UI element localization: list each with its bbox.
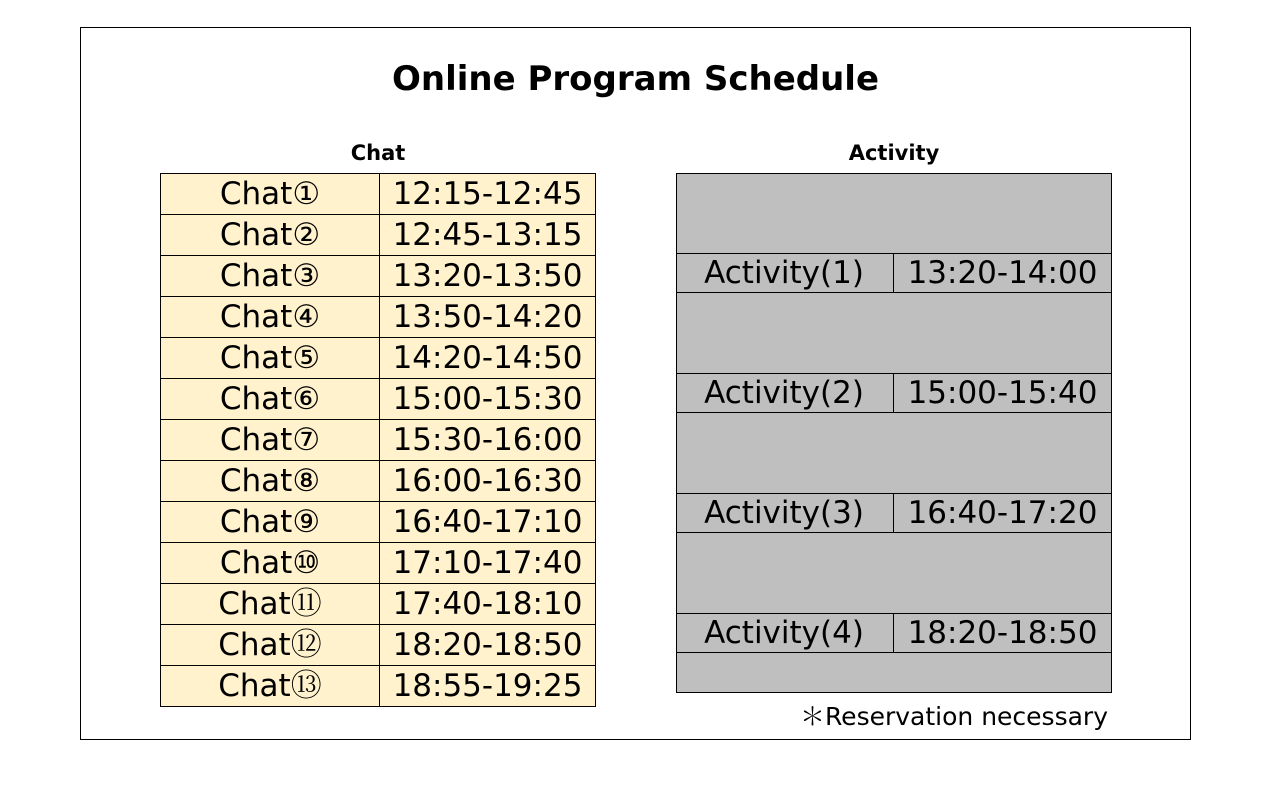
chat-time: 17:10-17:40 <box>380 543 596 584</box>
chat-name: Chat⑨ <box>161 502 380 543</box>
activity-name: Activity(3) <box>676 494 894 532</box>
chat-time: 15:30-16:00 <box>380 420 596 461</box>
table-row <box>161 461 596 502</box>
chat-heading: Chat <box>350 141 406 165</box>
chat-time: 18:55-19:25 <box>380 666 596 707</box>
table-row <box>676 493 1112 533</box>
chat-time: 13:50-14:20 <box>380 297 596 338</box>
chat-time: 17:40-18:10 <box>380 584 596 625</box>
activity-time: 13:20-14:00 <box>907 255 1098 291</box>
chat-name: Chat⑧ <box>161 461 380 502</box>
reservation-note: ＊Reservation necessary <box>799 702 1108 731</box>
chat-name: Chat⑦ <box>161 420 380 461</box>
table-row <box>161 174 596 215</box>
activity-time: 16:40-17:20 <box>907 495 1098 531</box>
activity-name: Activity(2) <box>676 374 894 412</box>
activity-name: Activity(4) <box>676 614 894 652</box>
chat-time: 12:15-12:45 <box>380 174 596 215</box>
chat-name: Chat⑫ <box>161 625 380 666</box>
table-row <box>161 625 596 666</box>
table-row <box>161 666 596 707</box>
table-row <box>161 215 596 256</box>
chat-name: Chat② <box>161 215 380 256</box>
activity-time: 15:00-15:40 <box>907 375 1098 411</box>
chat-time: 13:20-13:50 <box>380 256 596 297</box>
chat-name: Chat⑤ <box>161 338 380 379</box>
chat-name: Chat⑪ <box>161 584 380 625</box>
chat-name: Chat⑩ <box>161 543 380 584</box>
chat-name: Chat③ <box>161 256 380 297</box>
chat-time: 16:40-17:10 <box>380 502 596 543</box>
chat-time: 15:00-15:30 <box>380 379 596 420</box>
table-row <box>161 543 596 584</box>
chat-time: 12:45-13:15 <box>380 215 596 256</box>
chat-time: 18:20-18:50 <box>380 625 596 666</box>
chat-name: Chat④ <box>161 297 380 338</box>
table-row <box>676 613 1112 653</box>
table-row <box>161 338 596 379</box>
chat-name: Chat⑥ <box>161 379 380 420</box>
table-row <box>161 256 596 297</box>
chat-table <box>160 173 596 707</box>
chat-time: 14:20-14:50 <box>380 338 596 379</box>
table-row <box>161 502 596 543</box>
table-row <box>676 253 1112 293</box>
activity-heading: Activity <box>848 141 940 165</box>
table-row <box>161 297 596 338</box>
activity-table <box>676 173 1112 693</box>
table-row <box>161 420 596 461</box>
chat-name: Chat① <box>161 174 380 215</box>
activity-time: 18:20-18:50 <box>907 615 1098 651</box>
chat-name: Chat⑬ <box>161 666 380 707</box>
table-row <box>676 373 1112 413</box>
chat-time: 16:00-16:30 <box>380 461 596 502</box>
activity-name: Activity(1) <box>676 254 894 292</box>
page-title: Online Program Schedule <box>391 59 880 99</box>
table-row <box>161 379 596 420</box>
table-row <box>161 584 596 625</box>
